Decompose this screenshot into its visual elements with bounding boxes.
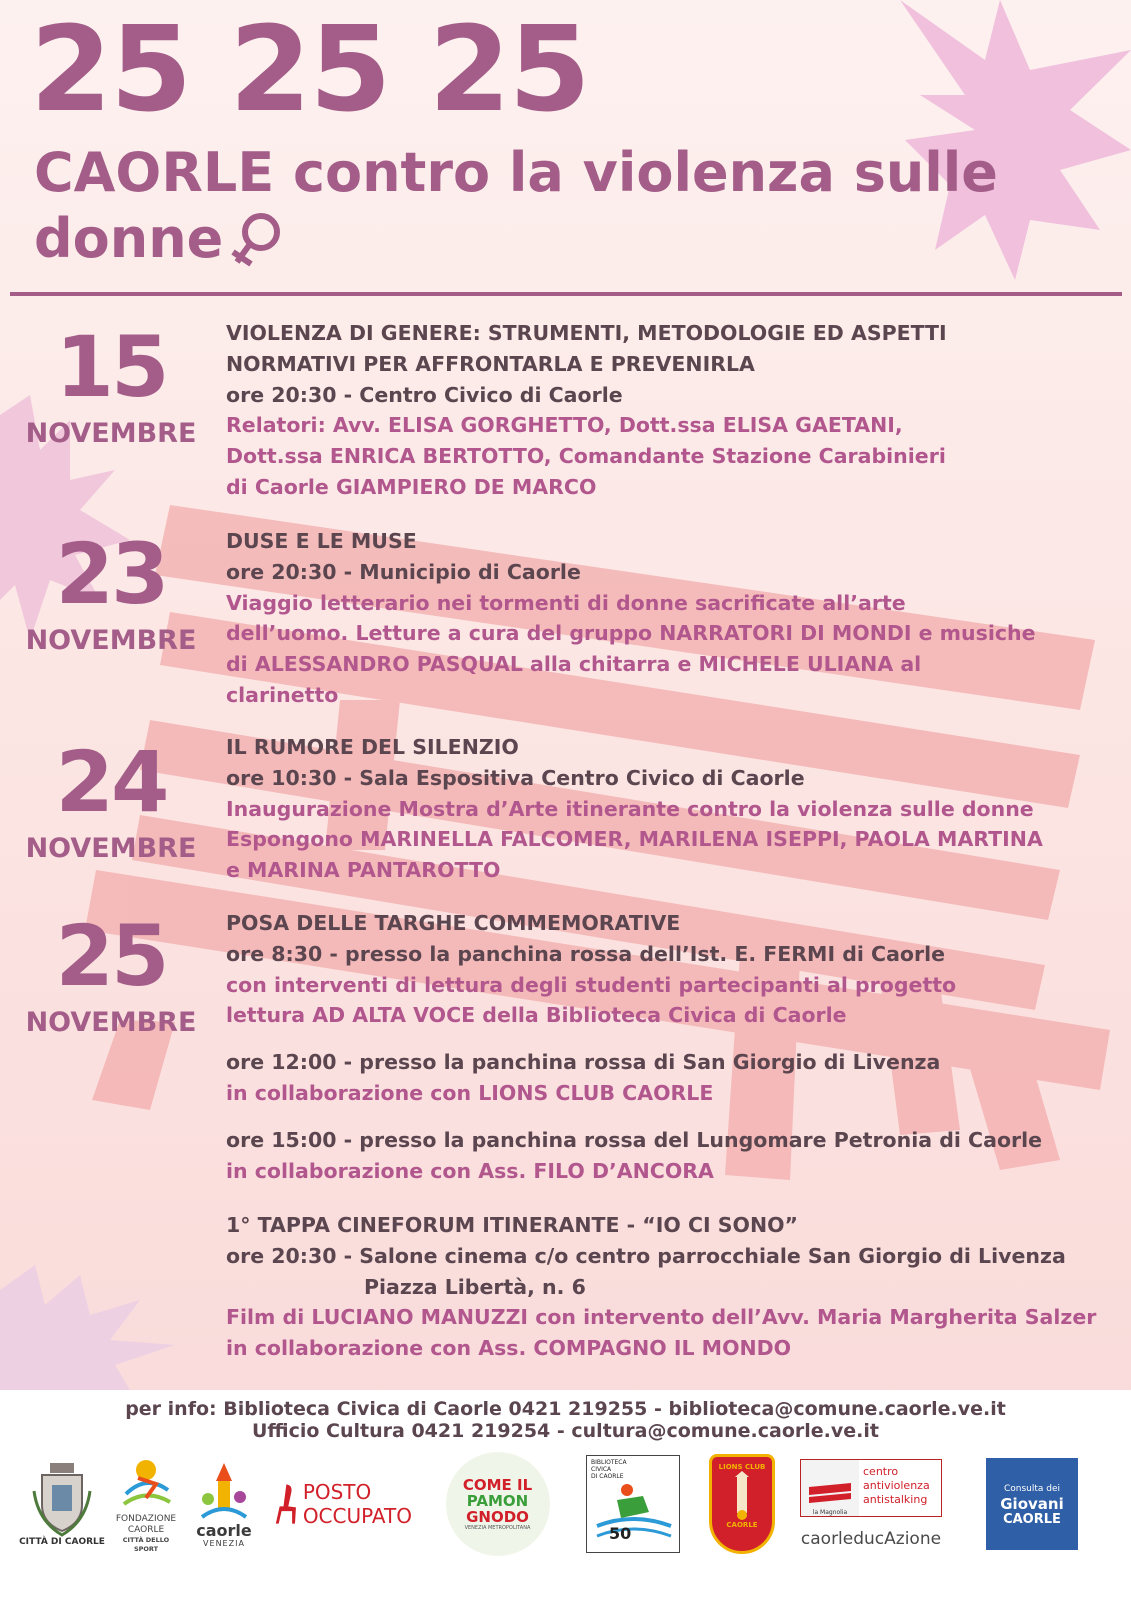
logo-text: centro — [863, 1465, 899, 1478]
logo-square — [986, 1458, 1078, 1550]
logo-text: GNODO — [466, 1507, 529, 1526]
logo-text: PAMON — [466, 1491, 529, 1510]
logo-text: CAORLE — [1003, 1511, 1061, 1527]
date-month: NOVEMBRE — [25, 1007, 197, 1038]
red-chair-icon — [272, 1459, 299, 1549]
event-title: POSA DELLE TARGHE COMMEMORATIVE — [226, 911, 681, 935]
logo-posto-occupato — [272, 1448, 412, 1560]
event-description: in collaborazione con Ass. COMPAGNO IL MONDO — [226, 1336, 792, 1361]
logo-text: POSTO — [302, 1480, 372, 1504]
event-description: e MARINA PANTAROTTO — [226, 858, 501, 883]
session-place: presso la panchina rossa del Lungomare Petronia di Caorle — [359, 1127, 1043, 1152]
event-title: VIOLENZA DI GENERE: STRUMENTI, METODOLOGIE ED ASPETTI — [226, 321, 947, 345]
logo-text: antistalking — [863, 1493, 928, 1506]
logo-lions-club-caorle — [706, 1448, 778, 1560]
logo-posto-text — [303, 1480, 412, 1528]
event-place-address: Piazza Libertà, n. 6 — [364, 1274, 586, 1299]
session-description: in collaborazione con LIONS CLUB CAORLE — [226, 1080, 714, 1105]
bell-tower-icon — [725, 1471, 759, 1521]
logo-fondazione-caorle — [112, 1448, 180, 1560]
header-divider — [10, 292, 1122, 296]
event-description: di ALESSANDRO PASQUAL alla chitarra e MICHELE ULIANA al — [226, 652, 922, 677]
event-title: DUSE E LE MUSE — [226, 529, 417, 553]
logo-text: LIONS CLUB — [718, 1463, 766, 1471]
date-15-november — [16, 318, 206, 451]
headline-subtitle — [34, 140, 1034, 274]
event-23-november — [226, 526, 1126, 711]
event-place: Salone cinema c/o centro parrocchiale San Giorgio di Livenza — [359, 1243, 1066, 1268]
event-description: Film di LUCIANO MANUZZI con intervento dell’Avv. Maria Margherita Salzer — [226, 1305, 1097, 1330]
event-time-place: ore 20:30 - Salone cinema c/o centro parrocchiale San Giorgio di Livenza — [226, 1243, 1066, 1268]
subtitle-text: CAORLE contro la violenza sulle donne — [34, 141, 998, 270]
logo-citta-di-caorle — [18, 1448, 106, 1560]
logo-text: CITTÀ DI CAORLE — [19, 1537, 105, 1547]
date-month: NOVEMBRE — [25, 833, 197, 864]
logo-caorle-educazione: caorleducAzione — [800, 1529, 942, 1549]
logo-centro-antiviolenza — [796, 1448, 946, 1560]
event-15-november — [226, 318, 1126, 503]
session-time-place: ore 15:00 - presso la panchina rossa del Lungomare Petronia di Caorle — [226, 1127, 1043, 1152]
reading-figure-icon — [587, 1456, 679, 1552]
session-time-place: ore 8:30 - presso la panchina rossa dell’Ist. E. FERMI di Caorle — [226, 941, 946, 966]
date-day: 25 — [55, 907, 167, 1005]
caorle-tower-icon — [196, 1461, 252, 1523]
date-month: NOVEMBRE — [25, 418, 197, 449]
event-time-place: ore 20:30 - Centro Civico di Caorle — [226, 382, 623, 407]
event-time: ore 20:30 — [226, 382, 337, 407]
event-time: ore 20:30 — [226, 1243, 337, 1268]
logo-shield — [709, 1454, 775, 1554]
bench-icon — [805, 1479, 855, 1509]
event-time-place: ore 20:30 - Municipio di Caorle — [226, 559, 581, 584]
session-description: con interventi di lettura degli studenti partecipanti al progetto — [226, 972, 957, 997]
date-24-november — [16, 733, 206, 866]
date-day: 15 — [55, 318, 167, 416]
event-description: di Caorle GIAMPIERO DE MARCO — [226, 474, 597, 499]
contact-biblioteca: per info: Biblioteca Civica di Caorle 0421 219255 - biblioteca@comune.caorle.ve.it — [125, 1398, 1006, 1420]
logo-text: CAORLE — [127, 1525, 165, 1535]
logo-consulta-giovani — [984, 1448, 1080, 1560]
logo-biblioteca-civica — [585, 1448, 681, 1560]
logo-text: COME IL — [462, 1475, 533, 1494]
event-25-november — [226, 908, 1126, 1186]
logo-come-il-pamon-gnodo — [440, 1448, 555, 1560]
logo-text: VENEZIA — [203, 1538, 245, 1548]
contact-info — [0, 1398, 1131, 1442]
session-description: lettura AD ALTA VOCE della Biblioteca Civica di Caorle — [226, 1003, 847, 1028]
event-24-november — [226, 732, 1126, 886]
logo-text: VENEZIA METROPOLITANA — [464, 1524, 531, 1531]
logo-text: antiviolenza — [863, 1479, 930, 1492]
logo-text: la Magnolia — [812, 1509, 848, 1516]
event-description: dell’uomo. Letture a cura del gruppo NARRATORI DI MONDI e musiche — [226, 621, 1036, 646]
event-place: Sala Espositiva Centro Civico di Caorle — [359, 765, 805, 790]
venus-icon — [229, 210, 285, 274]
logo-text: caorle — [196, 1520, 252, 1540]
date-23-november — [16, 525, 206, 658]
event-place: Centro Civico di Caorle — [359, 382, 623, 407]
event-title: NORMATIVI PER AFFRONTARLA E PREVENIRLA — [226, 351, 755, 376]
event-description: Dott.ssa ENRICA BERTOTTO, Comandante Stazione Carabinieri — [226, 444, 946, 469]
logo-frame — [586, 1455, 680, 1553]
logo-text: CIVICA — [591, 1466, 612, 1473]
event-title: IL RUMORE DEL SILENZIO — [226, 735, 519, 759]
date-25-november — [16, 907, 206, 1040]
session-place: presso la panchina rossa dell’Ist. E. FERMI di Caorle — [345, 941, 946, 966]
starburst-bottom-left — [0, 1265, 175, 1390]
session-time-place: ore 12:00 - presso la panchina rossa di San Giorgio di Livenza — [226, 1050, 941, 1075]
logo-text: Giovani — [1000, 1494, 1064, 1513]
logo-magnolia — [801, 1460, 859, 1516]
session-time: ore 15:00 — [226, 1127, 337, 1152]
event-cineforum — [226, 1210, 1126, 1364]
event-time: ore 10:30 — [226, 765, 337, 790]
event-place: Municipio di Caorle — [359, 559, 581, 584]
sport-figure-icon — [116, 1454, 176, 1514]
headline-date: 25 25 25 — [30, 0, 589, 138]
event-time: ore 20:30 — [226, 559, 337, 584]
session-time: ore 8:30 — [226, 941, 323, 966]
event-time-place: ore 10:30 - Sala Espositiva Centro Civico di Caorle — [226, 765, 805, 790]
logo-anniversary-number: 50 — [609, 1524, 632, 1543]
logo-text: CITTÀ DELLO SPORT — [122, 1536, 170, 1553]
logo-circle — [446, 1452, 550, 1556]
event-description: Viaggio letterario nei tormenti di donne sacrificate all’arte — [226, 590, 906, 615]
event-description: Relatori: Avv. ELISA GORGHETTO, Dott.ssa ELISA GAETANI, — [226, 413, 903, 438]
logo-box — [800, 1459, 942, 1517]
event-description: clarinetto — [226, 682, 339, 707]
session-time: ore 12:00 — [226, 1050, 337, 1075]
session-place: presso la panchina rossa di San Giorgio di Livenza — [359, 1050, 941, 1075]
date-month: NOVEMBRE — [25, 625, 197, 656]
logo-text: CAORLE — [726, 1521, 758, 1529]
logo-cav-text — [859, 1460, 941, 1516]
logo-text: BIBLIOTECA — [591, 1459, 627, 1466]
event-title: 1° TAPPA CINEFORUM ITINERANTE - “IO CI SONO” — [226, 1213, 799, 1237]
contact-ufficio-cultura: Ufficio Cultura 0421 219254 - cultura@comune.caorle.ve.it — [252, 1420, 879, 1442]
logo-caorle-venezia — [188, 1448, 260, 1560]
event-description: Inaugurazione Mostra d’Arte itinerante contro la violenza sulle donne — [226, 796, 1034, 821]
date-day: 24 — [55, 733, 167, 831]
coat-of-arms-icon — [32, 1461, 92, 1537]
logo-text: FONDAZIONE — [115, 1514, 177, 1524]
event-description: Espongono MARINELLA FALCOMER, MARILENA ISEPPI, PAOLA MARTINA — [226, 827, 1043, 852]
logo-text: Consulta dei — [1003, 1483, 1061, 1494]
logo-text: DI CAORLE — [591, 1473, 624, 1480]
session-description: in collaborazione con Ass. FILO D’ANCORA — [226, 1158, 714, 1183]
logo-text: OCCUPATO — [302, 1504, 412, 1528]
date-day: 23 — [55, 525, 167, 623]
